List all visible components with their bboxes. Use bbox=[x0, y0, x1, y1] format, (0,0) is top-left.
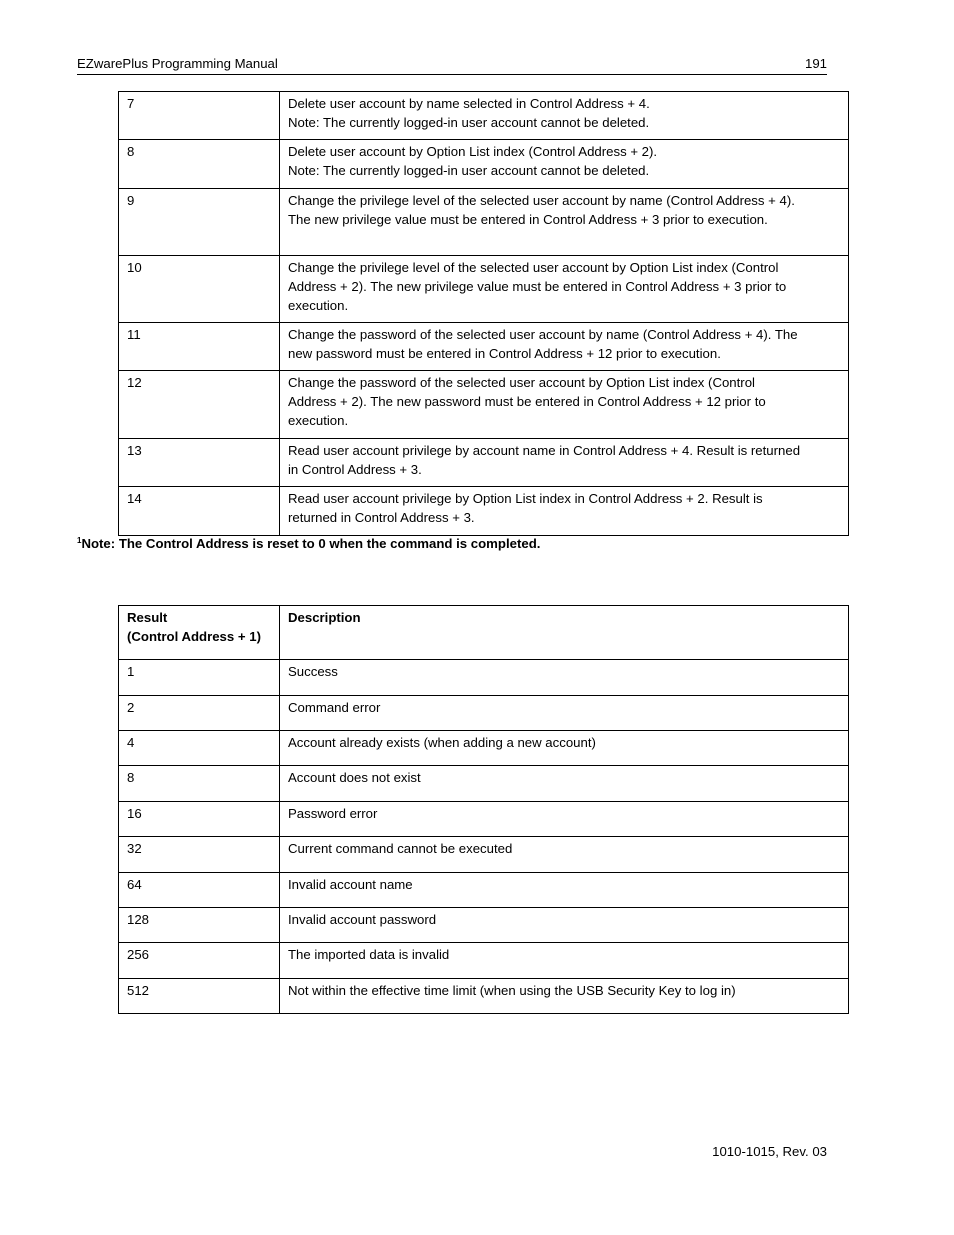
command-code: 7 bbox=[119, 92, 280, 140]
table-row bbox=[119, 256, 849, 323]
page-header bbox=[77, 56, 827, 76]
table-row bbox=[119, 660, 849, 696]
page-number: 191 bbox=[804, 56, 827, 71]
result-description: Invalid account name bbox=[280, 873, 849, 908]
command-description: Change the password of the selected user account by Option List index (Control Address + 2). The new password must be entered in Control Address + 12 prior to execution. bbox=[280, 371, 849, 439]
command-code: 13 bbox=[119, 439, 280, 487]
result-description: Account does not exist bbox=[280, 766, 849, 802]
command-description: Change the privilege level of the selected user account by Option List index (Control Address + 2). The new privilege value must be entered in Control Address + 3 prior to execution. bbox=[280, 256, 849, 323]
table-row bbox=[119, 92, 849, 140]
result-description: The imported data is invalid bbox=[280, 943, 849, 979]
table-row bbox=[119, 487, 849, 536]
table-row bbox=[119, 696, 849, 731]
result-description: Account already exists (when adding a new account) bbox=[280, 731, 849, 766]
result-code: 512 bbox=[119, 979, 280, 1014]
table-row bbox=[119, 371, 849, 439]
command-code: 12 bbox=[119, 371, 280, 439]
table-row bbox=[119, 837, 849, 873]
table-row bbox=[119, 731, 849, 766]
document-revision: 1010-1015, Rev. 03 bbox=[712, 1144, 827, 1159]
command-description: Read user account privilege by Option List index in Control Address + 2. Result is returned in Control Address + 3. bbox=[280, 487, 849, 536]
command-code: 11 bbox=[119, 323, 280, 371]
table-row bbox=[119, 766, 849, 802]
command-code: 9 bbox=[119, 189, 280, 256]
command-table bbox=[118, 91, 849, 536]
result-description: Success bbox=[280, 660, 849, 696]
command-code: 8 bbox=[119, 140, 280, 189]
result-table bbox=[118, 605, 849, 1014]
result-description: Password error bbox=[280, 802, 849, 837]
result-code: 2 bbox=[119, 696, 280, 731]
table-row bbox=[119, 979, 849, 1014]
result-code: 256 bbox=[119, 943, 280, 979]
result-code: 1 bbox=[119, 660, 280, 696]
table-row bbox=[119, 943, 849, 979]
footnote-text: Note: The Control Address is reset to 0 when the command is completed. bbox=[81, 536, 541, 551]
result-description: Current command cannot be executed bbox=[280, 837, 849, 873]
table-row bbox=[119, 189, 849, 256]
table-row bbox=[119, 873, 849, 908]
command-code: 10 bbox=[119, 256, 280, 323]
footnote-marker: 1 bbox=[77, 536, 82, 545]
result-code: 8 bbox=[119, 766, 280, 802]
table-header-row bbox=[119, 606, 849, 660]
table-row bbox=[119, 802, 849, 837]
table-row bbox=[119, 323, 849, 371]
result-description: Command error bbox=[280, 696, 849, 731]
result-code: 4 bbox=[119, 731, 280, 766]
result-code: 64 bbox=[119, 873, 280, 908]
command-code: 14 bbox=[119, 487, 280, 536]
command-description: Delete user account by name selected in Control Address + 4. Note: The currently logged-in user account cannot be deleted. bbox=[280, 92, 849, 140]
result-code: 128 bbox=[119, 908, 280, 943]
table-row bbox=[119, 140, 849, 189]
table-row bbox=[119, 908, 849, 943]
header-rule bbox=[77, 74, 827, 75]
command-description: Change the privilege level of the selected user account by name (Control Address + 4). The new privilege value must be entered in Control Address + 3 prior to execution. bbox=[280, 189, 849, 256]
result-code: 32 bbox=[119, 837, 280, 873]
footnote bbox=[77, 536, 540, 551]
manual-title: EZwarePlus Programming Manual bbox=[77, 56, 278, 71]
result-description: Not within the effective time limit (when using the USB Security Key to log in) bbox=[280, 979, 849, 1014]
result-code: 16 bbox=[119, 802, 280, 837]
column-header-description: Description bbox=[280, 606, 849, 660]
result-description: Invalid account password bbox=[280, 908, 849, 943]
command-description: Change the password of the selected user account by name (Control Address + 4). The new password must be entered in Control Address + 12 prior to execution. bbox=[280, 323, 849, 371]
command-description: Delete user account by Option List index (Control Address + 2). Note: The currently logged-in user account cannot be deleted. bbox=[280, 140, 849, 189]
column-header-result: Result (Control Address + 1) bbox=[119, 606, 280, 660]
table-row bbox=[119, 439, 849, 487]
command-description: Read user account privilege by account name in Control Address + 4. Result is returned in Control Address + 3. bbox=[280, 439, 849, 487]
